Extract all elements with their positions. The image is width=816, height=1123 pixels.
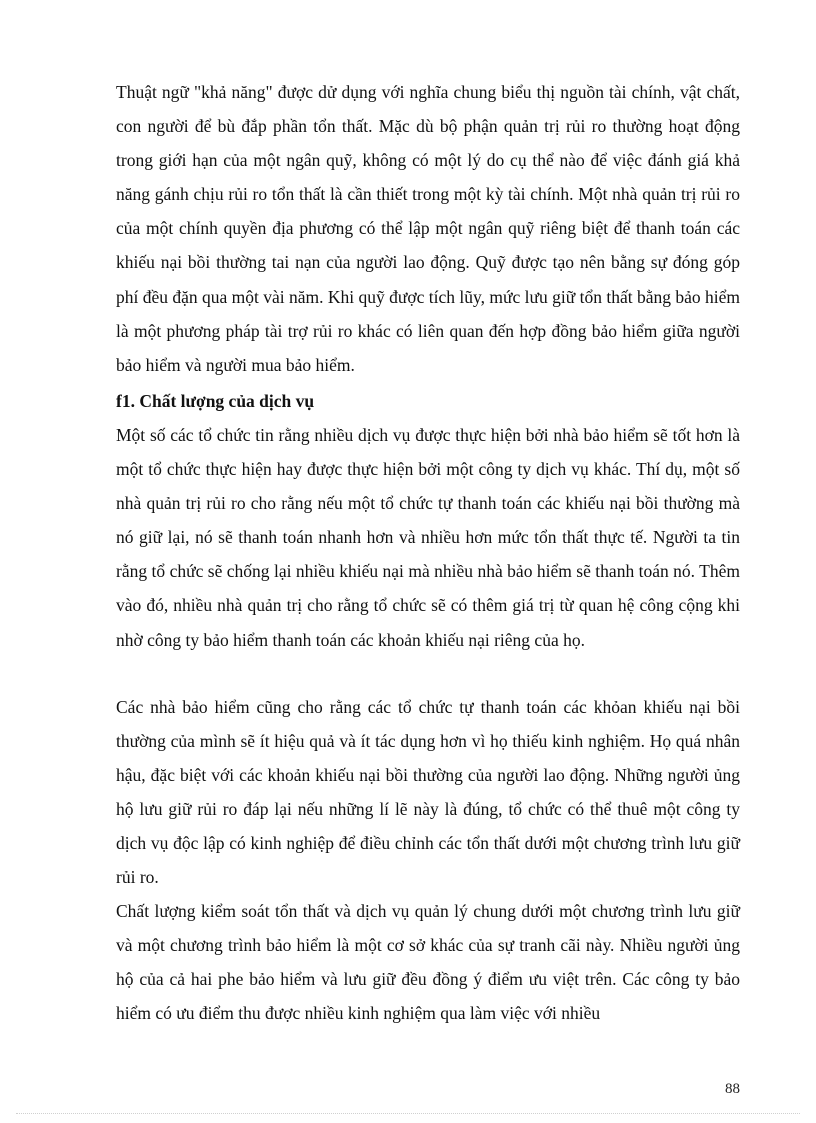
page-number: 88	[725, 1081, 740, 1097]
section-heading-text: f1. Chất lượng của dịch vụ	[116, 391, 315, 411]
paragraph-text: Các nhà bảo hiểm cũng cho rằng các tổ chức tự thanh toán các khỏan khiếu nại bồi thường của mình sẽ ít hiệu quả và ít tác dụng hơn vì họ thiếu kinh nghiệm. Họ quá nhân hậu, đặc biệt với các khoản khiếu nại bồi thường của người lao động. Những người ủng hộ lưu giữ rủi ro đáp lại nếu những lí lẽ này là đúng, tổ chức có thể thuê một công ty dịch vụ độc lập có kinh nghiệp để điều chỉnh các tổn thất dưới một chương trình lưu giữ rủi ro.	[116, 697, 740, 888]
page-bottom-divider	[16, 1113, 800, 1114]
body-paragraph	[116, 894, 740, 1030]
paragraph-text: Chất lượng kiểm soát tổn thất và dịch vụ quản lý chung dưới một chương trình lưu giữ và một chương trình bảo hiểm là một cơ sở khác của sự tranh cãi này. Nhiều người ủng hộ của cả hai phe bảo hiểm và lưu giữ đều đồng ý điểm ưu việt trên. Các công ty bảo hiểm có ưu điểm thu được nhiều kinh nghiệm qua làm việc với nhiều	[116, 901, 740, 1024]
paragraph-text: Thuật ngữ "khả năng" được dử dụng với nghĩa chung biểu thị nguồn tài chính, vật chất, con người để bù đắp phần tổn thất. Mặc dù bộ phận quản trị rủi ro thường hoạt động trong giới hạn của một ngân quỹ, không có một lý do cụ thể nào để việc đánh giá khả năng gánh chịu rủi ro tổn thất là cần thiết trong một kỳ tài chính. Một nhà quản trị rủi ro của một chính quyền địa phương có thể lập một ngân quỹ riêng biệt để thanh toán các khiếu nại bồi thường tai nạn của người lao động. Quỹ được tạo nên bằng sự đóng góp phí đều đặn qua một vài năm. Khi quỹ được tích lũy, mức lưu giữ tổn thất bằng bảo hiểm là một phương pháp tài trợ rủi ro khác có liên quan đến hợp đồng bảo hiểm giữa người bảo hiểm và người mua bảo hiểm.	[116, 82, 740, 375]
body-paragraph	[116, 75, 740, 382]
paragraph-text: Một số các tổ chức tin rằng nhiều dịch vụ được thực hiện bởi nhà bảo hiểm sẽ tốt hơn là một tổ chức thực hiện hay được thực hiện bởi một công ty dịch vụ khác. Thí dụ, một số nhà quản trị rủi ro cho rằng nếu một tổ chức tự thanh toán các khiếu nại bồi thường mà nó giữ lại, nó sẽ thanh toán nhanh hơn và nhiều hơn mức tổn thất thực tế. Người ta tin rằng tổ chức sẽ chống lại nhiều khiếu nại mà nhiều nhà bảo hiểm sẽ thanh toán nó. Thêm vào đó, nhiều nhà quản trị cho rằng tổ chức sẽ có thêm giá trị từ quan hệ công cộng khi nhờ công ty bảo hiểm thanh toán các khoản khiếu nại riêng của họ.	[116, 425, 740, 650]
section-heading	[116, 384, 740, 418]
body-paragraph	[116, 418, 740, 657]
body-paragraph	[116, 690, 740, 895]
